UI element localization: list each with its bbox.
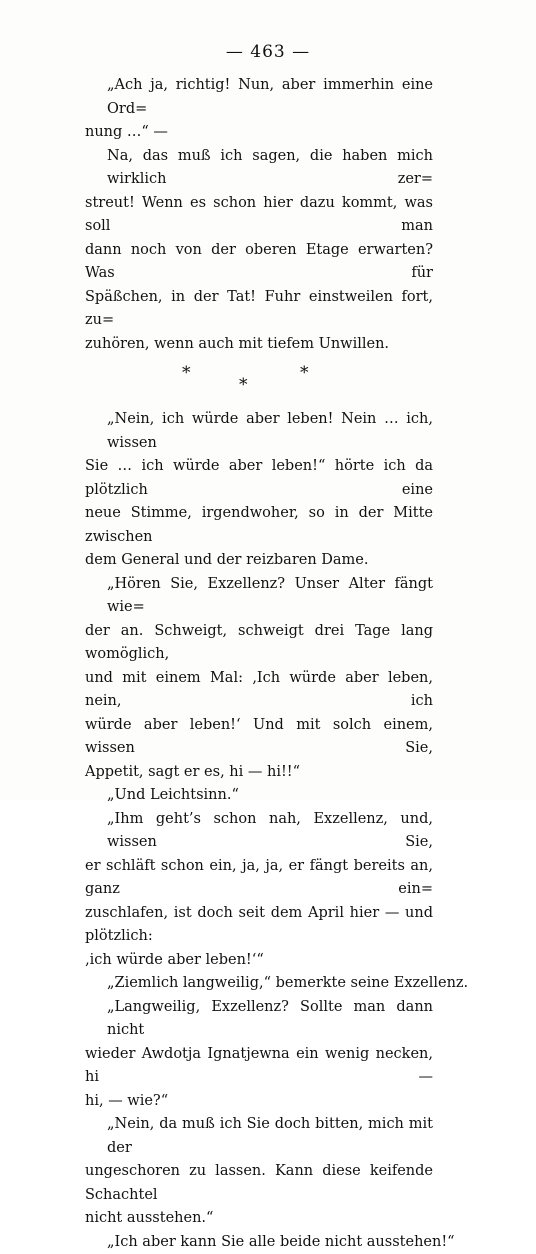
page-body — [85, 74, 433, 1254]
text-line: Appetit, sagt er es, hi — hi!!“ — [85, 761, 433, 785]
text-line: wieder Awdotja Ignatjewna ein wenig necken, hi — — [85, 1043, 433, 1090]
text-line: dann noch von der oberen Etage erwarten? Was für — [85, 239, 433, 286]
text-line: er schläft schon ein, ja, ja, er fängt bereits an, ganz ein= — [85, 855, 433, 902]
text-line: „Hören Sie, Exzellenz? Unser Alter fängt wie= — [85, 573, 433, 620]
text-line: Na, das muß ich sagen, die haben mich wirklich zer= — [85, 145, 433, 192]
text-line: zuschlafen, ist doch seit dem April hier — und plötzlich: — [85, 902, 433, 949]
text-line: zuhören, wenn auch mit tiefem Unwillen. — [85, 333, 433, 357]
text-line: hi, — wie?“ — [85, 1090, 433, 1114]
text-line: neue Stimme, irgendwoher, so in der Mitte zwischen — [85, 502, 433, 549]
text-line: „Ziemlich langweilig,“ bemerkte seine Exzellenz. — [85, 972, 433, 996]
page-number: — 463 — — [0, 42, 536, 62]
text-line: „Ich aber kann Sie alle beide nicht ausstehen!“ — [85, 1231, 433, 1254]
asterism-star: * — [239, 374, 248, 398]
text-line: „Nein, ich würde aber leben! Nein … ich, wissen — [85, 408, 433, 455]
text-line: „Ihm geht’s schon nah, Exzellenz, und, wissen Sie, — [85, 808, 433, 855]
text-line: „Langweilig, Exzellenz? Sollte man dann nicht — [85, 996, 433, 1043]
text-line: Späßchen, in der Tat! Fuhr einstweilen fort, zu= — [85, 286, 433, 333]
text-line: streut! Wenn es schon hier dazu kommt, was soll man — [85, 192, 433, 239]
text-line: ‚ich würde aber leben!‘“ — [85, 949, 433, 973]
text-line: nicht ausstehen.“ — [85, 1207, 433, 1231]
text-line: „Ach ja, richtig! Nun, aber immerhin eine Ord= — [85, 74, 433, 121]
asterism-star: * — [300, 362, 309, 386]
text-line: der an. Schweigt, schweigt drei Tage lang womöglich, — [85, 620, 433, 667]
text-line: Sie … ich würde aber leben!“ hörte ich da plötzlich eine — [85, 455, 433, 502]
text-line: und mit einem Mal: ‚Ich würde aber leben, nein, ich — [85, 667, 433, 714]
text-line: „Und Leichtsinn.“ — [85, 784, 433, 808]
text-line: dem General und der reizbaren Dame. — [85, 549, 433, 573]
text-line: würde aber leben!‘ Und mit solch einem, wissen Sie, — [85, 714, 433, 761]
text-line: „Nein, da muß ich Sie doch bitten, mich mit der — [85, 1113, 433, 1160]
section-break — [85, 356, 433, 408]
text-line: ungeschoren zu lassen. Kann diese keifende Schachtel — [85, 1160, 433, 1207]
asterism-star: * — [182, 362, 191, 386]
text-line: nung …“ — — [85, 121, 433, 145]
